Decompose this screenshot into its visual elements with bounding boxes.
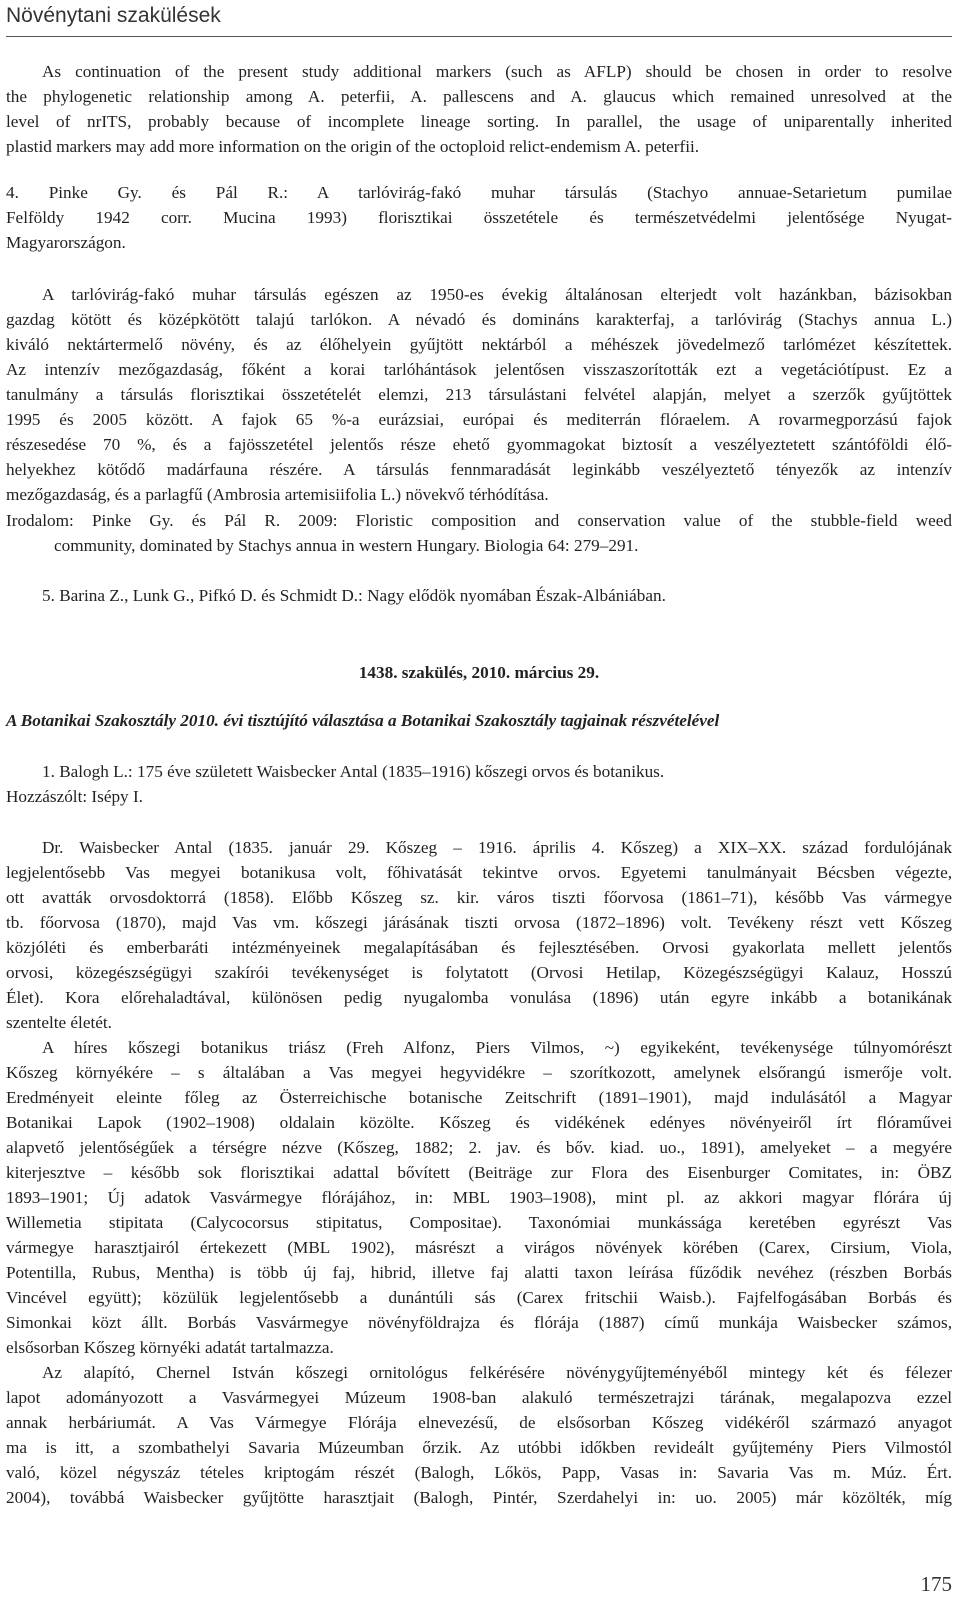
text-line: gazdag kötött és középkötött talajú tarlókon. A névadó és domináns karakterfaj, a tarlóvirág (Stachys annua L.) bbox=[6, 310, 952, 329]
comment-line: Hozzászólt: Isépy I. bbox=[6, 787, 143, 806]
text-line: tb. főorvosa (1870), majd Vas vm. kőszegi járásának tiszti orvosa (1872–1896) volt. Tevékeny részt vett Kőszeg bbox=[6, 913, 952, 932]
text-line: Az intenzív mezőgazdaság, főként a korai tarlóhántások jelentősen visszaszorították ezt a vegetációtípust. Ez a bbox=[6, 360, 952, 379]
section-heading: 5. Barina Z., Lunk G., Pifkó D. és Schmidt D.: Nagy elődök nyomában Észak-Albániában. bbox=[42, 586, 666, 605]
text-line: Willemetia stipitata (Calycocorsus stipitatus, Compositae). Taxonómiai munkássága keretében egyrészt Vas bbox=[6, 1213, 952, 1232]
text-line: közjóléti és emberbaráti intézményeinek megalapításában és fejlesztésében. Orvosi gyakorlata mellett jelentős bbox=[6, 938, 952, 957]
text-line: level of nrITS, probably because of incomplete lineage sorting. In parallel, the usage of uniparentally inherited bbox=[6, 112, 952, 131]
section-heading: 1. Balogh L.: 175 éve született Waisbecker Antal (1835–1916) kőszegi orvos és botanikus. bbox=[42, 762, 665, 781]
text-line: annak herbáriumát. A Vas Vármegye Flórája elnevezésű, de elsősorban Kőszeg vidékéről származó anyagot bbox=[6, 1413, 952, 1432]
text-line: kiváló nektártermelő növény, és az élőhelyein gyűjtött nektárból a méhészek jövedelmező tarlómézet készítettek. bbox=[6, 335, 952, 354]
section-heading: Magyarországon. bbox=[6, 233, 126, 252]
running-header bbox=[6, 0, 952, 37]
text-line: helyekhez kötődő madárfauna részére. A társulás fennmaradását leginkább veszélyeztető tényezők az intenzív bbox=[6, 460, 952, 479]
header-title: Növénytani szakülések bbox=[6, 4, 221, 27]
text-line: Vincével együtt); közülük legjelentősebb a dunántúli sás (Carex fritschii Waisb.). Fajfelfogásában Borbás és bbox=[6, 1288, 952, 1307]
text-line: alapvető jelentőségűek a térségre nézve (Kőszeg, 1882; 2. jav. és bőv. kiad. uo., 1891), amelyeket – a megyére bbox=[6, 1138, 952, 1157]
text-line: Potentilla, Rubus, Mentha) is több új faj, hibrid, illetve faj alatti taxon leírása fűződik nevéhez (részben Borbás bbox=[6, 1263, 952, 1282]
reference-line: community, dominated by Stachys annua in western Hungary. Biologia 64: 279–291. bbox=[54, 536, 639, 555]
text-line: the phylogenetic relationship among A. peterfii, A. pallescens and A. glaucus which remained unresolved at the bbox=[6, 87, 952, 106]
text-line: szentelte életét. bbox=[6, 1013, 112, 1032]
text-line: Az alapító, Chernel István kőszegi ornitológus felkérésére növénygyűjteményéből mintegy két és félezer bbox=[42, 1363, 952, 1382]
text-line: A híres kőszegi botanikus triász (Freh Alfonz, Piers Vilmos, ~) egyikeként, tevékenysége túlnyomórészt bbox=[42, 1038, 952, 1057]
text-line: mezőgazdaság, és a parlagfű (Ambrosia artemisiifolia L.) növekvő térhódítása. bbox=[6, 485, 549, 504]
text-line: Dr. Waisbecker Antal (1835. január 29. Kőszeg – 1916. április 4. Kőszeg) a XIX–XX. század fordulójának bbox=[42, 838, 952, 857]
text-line: plastid markers may add more information on the origin of the octoploid relict-endemism A. peterfii. bbox=[6, 137, 700, 156]
text-line: Élet). Kora előrehaladtával, különösen pedig nyugalomba vonulása (1896) után egyre inkább a botanikának bbox=[6, 988, 952, 1007]
text-line: 1893–1901; Új adatok Vasvármegye flórájához, in: MBL 1903–1908), mint pl. az akkori magyar flórára új bbox=[6, 1188, 952, 1207]
text-line: ott avatták orvosdoktorrá (1858). Előbb Kőszeg sz. kir. város tiszti főorvosa (1861–71), később Vas vármegye bbox=[6, 888, 952, 907]
reference-line: Irodalom: Pinke Gy. és Pál R. 2009: Floristic composition and conservation value of the stubble-field weed bbox=[6, 511, 952, 530]
text-line: Simonkai közt állt. Borbás Vasvármegye növényföldrajza és flórája (1887) című munkája Waisbecker számos, bbox=[6, 1313, 952, 1332]
text-line: legjelentősebb Vas megyei botanikusa volt, főhivatását tekintve orvos. Egyetemi tanulmányait Bécsben végezte, bbox=[6, 863, 952, 882]
text-line: 1995 és 2005 között. A fajok 65 %-a eurázsiai, európai és mediterrán flóraelem. A rovarmegporzású fajok bbox=[6, 410, 952, 429]
text-line: orvosi, közegészségügyi szakírói tevékenységet is folytatott (Orvosi Hetilap, Közegészségügyi Kalauz, Hosszú bbox=[6, 963, 952, 982]
text-line: lapot adományozott a Vasvármegyei Múzeum 1908-ban alakuló természetrajzi tárának, megalapozva ezzel bbox=[6, 1388, 952, 1407]
text-line: való, közel négyszáz tételes kriptogám részét (Balogh, Lőkös, Papp, Vasas in: Savaria Vas m. Múz. Ért. bbox=[6, 1463, 952, 1482]
session-heading: 1438. szakülés, 2010. március 29. bbox=[358, 663, 600, 682]
text-line: A tarlóvirág-fakó muhar társulás egészen az 1950-es évekig általánosan elterjedt volt hazánkban, bázisokban bbox=[42, 285, 952, 304]
text-line: tanulmány a társulás florisztikai összetételét elemzi, 213 társulástani felvétel alapján, melyet a szerzők gyűjtöttek bbox=[6, 385, 952, 404]
text-line: Botanikai Lapok (1902–1908) oldalain közölte. Kőszeg és vidékének edényes növényeiről írt flóraművei bbox=[6, 1113, 952, 1132]
text-line: ma is itt, a szombathelyi Savaria Múzeumban őrzik. Az utóbbi időkben revideált gyűjtemény Piers Vilmostól bbox=[6, 1438, 952, 1457]
text-line: Kőszeg környékére – s általában a Vas megyei hegyvidékre – szorítkozott, amelynek elsőrangú ismerője volt. bbox=[6, 1063, 952, 1082]
text-line: részesedése 70 %, és a fajösszetétel jelentős része ehető gyommagokat biztosít a veszélyeztetett szántóföldi élő- bbox=[6, 435, 952, 454]
text-line: vármegye harasztjairól értekezett (MBL 1902), másrészt a virágos növények körében (Carex, Cirsium, Viola, bbox=[6, 1238, 952, 1257]
text-line: 2004), továbbá Waisbecker gyűjtötte harasztjait (Balogh, Pintér, Szerdahelyi in: uo. 2005) már közölték, míg bbox=[6, 1488, 952, 1507]
section-heading: Felföldy 1942 corr. Mucina 1993) florisztikai összetétele és természetvédelmi jelentősége Nyugat- bbox=[6, 208, 952, 227]
text-line: kiterjesztve – később sok florisztikai adattal bővített (Beiträge zur Flora des Eisenburger Comitates, in: ÖBZ bbox=[6, 1163, 952, 1182]
section-heading: 4. Pinke Gy. és Pál R.: A tarlóvirág-fakó muhar társulás (Stachyo annuae-Setarietum pumilae bbox=[6, 183, 952, 202]
page-number: 175 bbox=[920, 1572, 952, 1596]
session-subtitle: A Botanikai Szakosztály 2010. évi tisztújító választása a Botanikai Szakosztály tagjainak részvételével bbox=[6, 711, 720, 730]
text-line: elsősorban Kőszeg környéki adatát tartalmazza. bbox=[6, 1338, 334, 1357]
text-line: As continuation of the present study additional markers (such as AFLP) should be chosen in order to resolve bbox=[42, 62, 952, 81]
text-line: Eredményeit eleinte főleg az Österreichische botanische Zeitschrift (1891–1901), majd indulásától a Magyar bbox=[6, 1088, 952, 1107]
